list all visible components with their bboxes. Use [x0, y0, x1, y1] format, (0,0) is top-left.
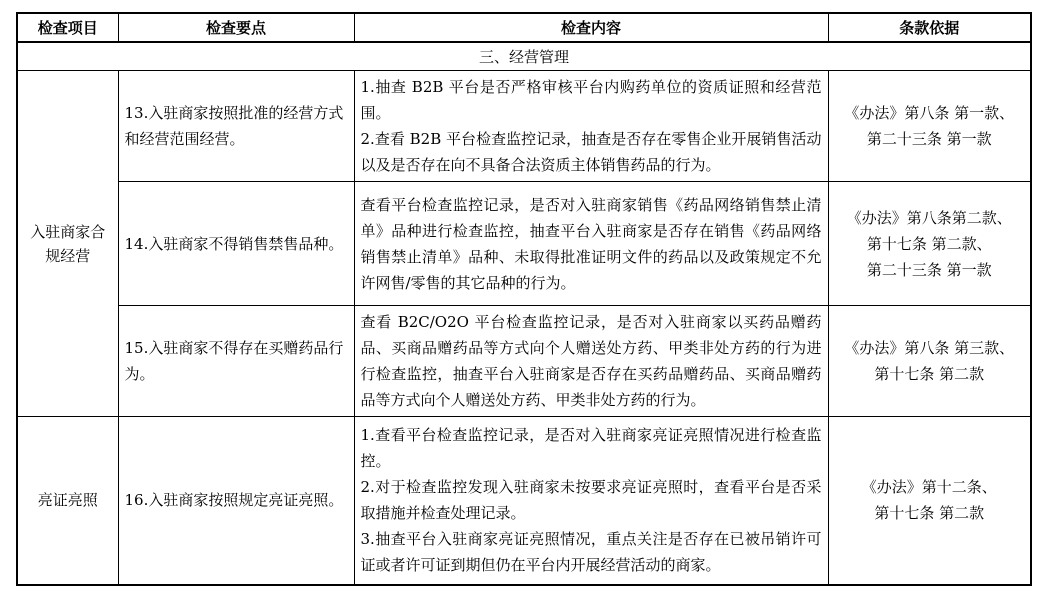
basis-14-line-3: 第二十三条 第一款: [866, 260, 992, 279]
content-16-item-3: 3.抽查平台入驻商家亮证亮照情况，重点关注是否存在已被吊销许可证或者许可证到期但仍在平台内开展经营活动的商家。: [360, 530, 822, 575]
table-row: [17, 71, 1031, 182]
inspection-table: [16, 12, 1032, 586]
table-row: [17, 417, 1031, 585]
table-row: [17, 306, 1031, 417]
content-13: [354, 71, 828, 182]
content-13-item-2: 2.查看 B2B 平台检查监控记录，抽查是否存在零售企业开展销售活动以及是否存在向不具备合法资质主体销售药品的行为。: [360, 130, 822, 174]
content-16-item-1: 1.查看平台检查监控记录，是否对入驻商家亮证亮照情况进行检查监控。: [360, 426, 822, 471]
keypoint-15: 15.入驻商家不得存在买赠药品行为。: [118, 306, 354, 417]
basis-13-line-2: 第二十三条 第一款: [866, 130, 992, 148]
section-row: [17, 42, 1031, 71]
content-16-item-2: 2.对于检查监控发现入驻商家未按要求亮证亮照时，查看平台是否采取措施并检查处理记录。: [360, 478, 822, 523]
table-row: [17, 182, 1031, 306]
table-header-row: [17, 13, 1031, 42]
basis-14-line-1: 《办法》第八条第二款、: [846, 208, 1012, 227]
header-clause-basis: 条款依据: [828, 13, 1031, 42]
basis-14-line-2: 第十七条 第二款、: [866, 234, 992, 253]
content-16: [354, 417, 828, 585]
section-title: 三、经营管理: [17, 42, 1031, 71]
header-inspection-content: 检查内容: [354, 13, 828, 42]
content-15-item-1: 查看 B2C/O2O 平台检查监控记录，是否对入驻商家以买药品赠药品、买商品赠药品等方式向个人赠送处方药、甲类非处方药的行为进行检查监控，抽查平台入驻商家是否存在买药品赠药品、买商品赠药品等方式向个人赠送处方药、甲类非处方药的行为。: [360, 313, 822, 409]
content-13-item-1: 1.抽查 B2B 平台是否严格审核平台内购药单位的资质证照和经营范围。: [360, 78, 822, 122]
group-cell-license-display: 亮证亮照: [17, 417, 118, 585]
header-inspection-item: 检查项目: [17, 13, 118, 42]
basis-15-line-2: 第十七条 第二款: [874, 365, 985, 383]
group-cell-merchant-compliance: 入驻商家合规经营: [17, 71, 118, 417]
basis-15: [828, 306, 1031, 417]
basis-15-line-1: 《办法》第八条 第三款、: [844, 339, 1015, 357]
basis-16-line-1: 《办法》第十二条、: [861, 478, 997, 497]
basis-16-line-2: 第十七条 第二款: [874, 504, 985, 523]
basis-13: [828, 71, 1031, 182]
basis-16: [828, 417, 1031, 585]
basis-13-line-1: 《办法》第八条 第一款、: [844, 104, 1015, 122]
content-14: [354, 182, 828, 306]
keypoint-14: 14.入驻商家不得销售禁售品种。: [118, 182, 354, 306]
keypoint-13: 13.入驻商家按照批准的经营方式和经营范围经营。: [118, 71, 354, 182]
basis-14: [828, 182, 1031, 306]
content-14-item-1: 查看平台检查监控记录，是否对入驻商家销售《药品网络销售禁止清单》品种进行检查监控，抽查平台入驻商家是否存在销售《药品网络销售禁止清单》品种、未取得批准证明文件的药品以及政策规定不允许网售/零售的其它品种的行为。: [360, 195, 822, 292]
keypoint-16: 16.入驻商家按照规定亮证亮照。: [118, 417, 354, 585]
header-key-points: 检查要点: [118, 13, 354, 42]
content-15: [354, 306, 828, 417]
